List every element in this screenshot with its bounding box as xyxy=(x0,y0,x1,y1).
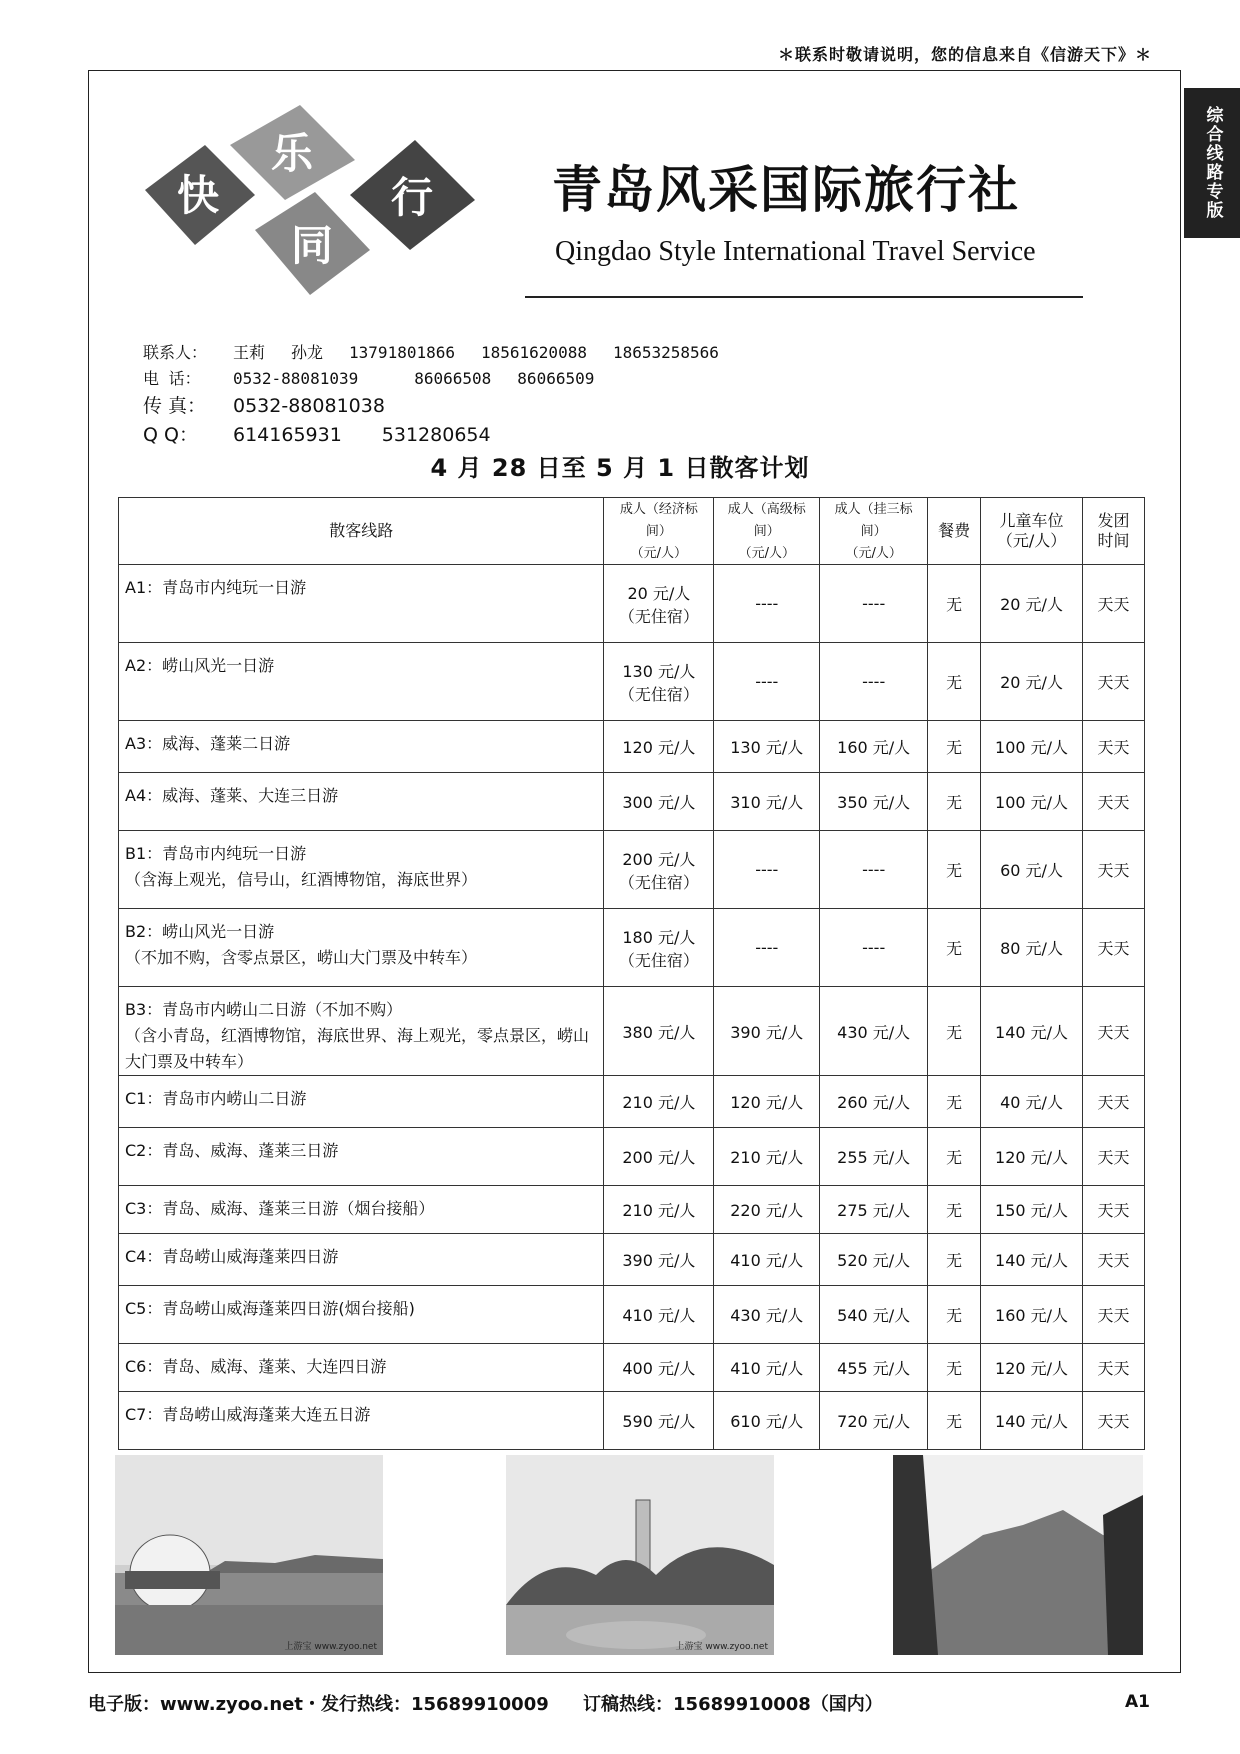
child-seat-cell: 140 元/人 xyxy=(981,1392,1083,1450)
meal-cell: 无 xyxy=(928,1234,981,1286)
three-star-price-cell: 255 元/人 xyxy=(820,1128,928,1186)
header-meal: 餐费 xyxy=(928,498,981,565)
meal-cell: 无 xyxy=(928,1286,981,1344)
child-seat-cell: 160 元/人 xyxy=(981,1286,1083,1344)
three-star-price-cell: ---- xyxy=(820,909,928,987)
table-row xyxy=(119,1392,1145,1450)
meal-cell: 无 xyxy=(928,909,981,987)
child-seat-cell: 140 元/人 xyxy=(981,987,1083,1076)
table-header-row xyxy=(119,498,1145,565)
economy-price-cell: 300 元/人 xyxy=(604,773,714,831)
premium-price-cell: 220 元/人 xyxy=(714,1186,820,1234)
economy-price-cell: 210 元/人 xyxy=(604,1186,714,1234)
photo-sea-dome-image xyxy=(115,1455,383,1655)
premium-price-cell: ---- xyxy=(714,831,820,909)
footer-edition: 电子版：www.zyoo.net・发行热线：15689910009 xyxy=(88,1694,549,1715)
table-row xyxy=(119,773,1145,831)
economy-price-cell: 590 元/人 xyxy=(604,1392,714,1450)
table-row xyxy=(119,1234,1145,1286)
photo-credit-1: 上游宝 www.zyoo.net xyxy=(284,1642,377,1652)
three-star-price-cell: 350 元/人 xyxy=(820,773,928,831)
header-route: 散客线路 xyxy=(119,498,604,565)
photo-mountain-image xyxy=(893,1455,1143,1655)
logo-diamond-3 xyxy=(255,192,370,295)
child-seat-cell: 80 元/人 xyxy=(981,909,1083,987)
child-seat-cell: 60 元/人 xyxy=(981,831,1083,909)
premium-price-cell: ---- xyxy=(714,565,820,643)
premium-price-cell: 120 元/人 xyxy=(714,1076,820,1128)
logo-char-1: 快 xyxy=(176,171,220,220)
child-seat-cell: 140 元/人 xyxy=(981,1234,1083,1286)
meal-cell: 无 xyxy=(928,1076,981,1128)
economy-price-cell: 380 元/人 xyxy=(604,987,714,1076)
logo-diamond-1 xyxy=(145,145,255,245)
route-cell: C6：青岛、威海、蓬莱、大连四日游 xyxy=(119,1344,604,1392)
economy-price-cell: 410 元/人 xyxy=(604,1286,714,1344)
depart-cell: 天天 xyxy=(1083,643,1145,721)
table-row xyxy=(119,1186,1145,1234)
premium-price-cell: 410 元/人 xyxy=(714,1344,820,1392)
table-row xyxy=(119,721,1145,773)
logo-diamond-2 xyxy=(230,105,355,200)
table-row xyxy=(119,831,1145,909)
premium-price-cell: 410 元/人 xyxy=(714,1234,820,1286)
depart-cell: 天天 xyxy=(1083,1186,1145,1234)
route-cell: C4：青岛崂山威海蓬莱四日游 xyxy=(119,1234,604,1286)
page-number: A1 xyxy=(1125,1692,1150,1712)
photo-lighthouse-park xyxy=(506,1455,774,1655)
route-cell: C2：青岛、威海、蓬莱三日游 xyxy=(119,1128,604,1186)
meal-cell: 无 xyxy=(928,831,981,909)
depart-cell: 天天 xyxy=(1083,1234,1145,1286)
child-seat-cell: 20 元/人 xyxy=(981,565,1083,643)
economy-price-cell: 400 元/人 xyxy=(604,1344,714,1392)
agency-logo xyxy=(140,100,520,300)
table-row xyxy=(119,1128,1145,1186)
contact-fax: 传 真： 0532-88081038 xyxy=(143,395,385,417)
premium-price-cell: ---- xyxy=(714,643,820,721)
contact-qq: Q Q： 614165931 531280654 xyxy=(143,424,491,446)
premium-price-cell: 390 元/人 xyxy=(714,987,820,1076)
economy-price-cell: 200 元/人 xyxy=(604,1128,714,1186)
table-row xyxy=(119,1344,1145,1392)
depart-cell: 天天 xyxy=(1083,1392,1145,1450)
depart-cell: 天天 xyxy=(1083,987,1145,1076)
route-cell: C1：青岛市内崂山二日游 xyxy=(119,1076,604,1128)
photo-mountain xyxy=(893,1455,1143,1655)
contact-people: 联系人： 王莉 孙龙 13791801866 18561620088 18653258566 xyxy=(143,343,719,362)
child-seat-cell: 20 元/人 xyxy=(981,643,1083,721)
child-seat-cell: 100 元/人 xyxy=(981,773,1083,831)
route-cell: B1：青岛市内纯玩一日游 （含海上观光，信号山，红酒博物馆，海底世界） xyxy=(119,831,604,909)
meal-cell: 无 xyxy=(928,987,981,1076)
depart-cell: 天天 xyxy=(1083,565,1145,643)
economy-price-cell: 390 元/人 xyxy=(604,1234,714,1286)
photo-lighthouse-image xyxy=(506,1455,774,1655)
meal-cell: 无 xyxy=(928,773,981,831)
header-adult-premium: 成人（高级标间） （元/人） xyxy=(714,498,820,565)
depart-cell: 天天 xyxy=(1083,1344,1145,1392)
meal-cell: 无 xyxy=(928,643,981,721)
logo-char-2: 乐 xyxy=(270,129,314,178)
table-row xyxy=(119,909,1145,987)
title-divider xyxy=(525,296,1083,298)
meal-cell: 无 xyxy=(928,1392,981,1450)
route-cell: B2：崂山风光一日游 （不加不购，含零点景区，崂山大门票及中转车） xyxy=(119,909,604,987)
depart-cell: 天天 xyxy=(1083,721,1145,773)
header-adult-3star: 成人（挂三标间） （元/人） xyxy=(820,498,928,565)
header-adult-economy: 成人（经济标间） （元/人） xyxy=(604,498,714,565)
table-row xyxy=(119,1286,1145,1344)
route-cell: A1：青岛市内纯玩一日游 xyxy=(119,565,604,643)
top-note: ＊联系时敬请说明，您的信息来自《信游天下》＊ xyxy=(777,45,1152,64)
premium-price-cell: 610 元/人 xyxy=(714,1392,820,1450)
economy-price-cell: 130 元/人 （无住宿） xyxy=(604,643,714,721)
photo-strip xyxy=(0,1455,1240,1655)
table-row xyxy=(119,643,1145,721)
photo-sea-dome xyxy=(115,1455,383,1655)
meal-cell: 无 xyxy=(928,1128,981,1186)
economy-price-cell: 20 元/人 （无住宿） xyxy=(604,565,714,643)
premium-price-cell: 210 元/人 xyxy=(714,1128,820,1186)
premium-price-cell: 310 元/人 xyxy=(714,773,820,831)
premium-price-cell: ---- xyxy=(714,909,820,987)
plan-title: 4 月 28 日至 5 月 1 日散客计划 xyxy=(430,454,810,482)
route-cell: C5：青岛崂山威海蓬莱四日游(烟台接船) xyxy=(119,1286,604,1344)
three-star-price-cell: 275 元/人 xyxy=(820,1186,928,1234)
economy-price-cell: 210 元/人 xyxy=(604,1076,714,1128)
route-cell: A4：威海、蓬莱、大连三日游 xyxy=(119,773,604,831)
depart-cell: 天天 xyxy=(1083,831,1145,909)
section-tab: 综合线路专版 xyxy=(1184,88,1240,238)
meal-cell: 无 xyxy=(928,1186,981,1234)
three-star-price-cell: ---- xyxy=(820,831,928,909)
three-star-price-cell: 160 元/人 xyxy=(820,721,928,773)
child-seat-cell: 120 元/人 xyxy=(981,1128,1083,1186)
three-star-price-cell: ---- xyxy=(820,643,928,721)
agency-name-en: Qingdao Style International Travel Service xyxy=(555,236,1036,267)
route-cell: A2：崂山风光一日游 xyxy=(119,643,604,721)
table-row xyxy=(119,565,1145,643)
economy-price-cell: 120 元/人 xyxy=(604,721,714,773)
economy-price-cell: 200 元/人 （无住宿） xyxy=(604,831,714,909)
logo-char-4: 行 xyxy=(390,173,434,222)
route-cell: C3：青岛、威海、蓬莱三日游（烟台接船） xyxy=(119,1186,604,1234)
three-star-price-cell: 430 元/人 xyxy=(820,987,928,1076)
header-child-seat: 儿童车位 （元/人） xyxy=(981,498,1083,565)
three-star-price-cell: ---- xyxy=(820,565,928,643)
footer-order-hotline: 订稿热线：15689910008（国内） xyxy=(583,1694,883,1715)
three-star-price-cell: 720 元/人 xyxy=(820,1392,928,1450)
footer-hotlines xyxy=(88,1690,911,1716)
depart-cell: 天天 xyxy=(1083,1076,1145,1128)
route-cell: A3：威海、蓬莱二日游 xyxy=(119,721,604,773)
route-cell: B3：青岛市内崂山二日游（不加不购） （含小青岛，红酒博物馆，海底世界、海上观光，零点景区，崂山大门票及中转车） xyxy=(119,987,604,1076)
premium-price-cell: 430 元/人 xyxy=(714,1286,820,1344)
child-seat-cell: 150 元/人 xyxy=(981,1186,1083,1234)
three-star-price-cell: 520 元/人 xyxy=(820,1234,928,1286)
meal-cell: 无 xyxy=(928,721,981,773)
depart-cell: 天天 xyxy=(1083,909,1145,987)
three-star-price-cell: 455 元/人 xyxy=(820,1344,928,1392)
logo-char-3: 同 xyxy=(290,221,334,270)
meal-cell: 无 xyxy=(928,1344,981,1392)
three-star-price-cell: 260 元/人 xyxy=(820,1076,928,1128)
header-depart: 发团 时间 xyxy=(1083,498,1145,565)
depart-cell: 天天 xyxy=(1083,1128,1145,1186)
economy-price-cell: 180 元/人 （无住宿） xyxy=(604,909,714,987)
child-seat-cell: 100 元/人 xyxy=(981,721,1083,773)
premium-price-cell: 130 元/人 xyxy=(714,721,820,773)
agency-name-cn: 青岛风采国际旅行社 xyxy=(552,160,1020,219)
three-star-price-cell: 540 元/人 xyxy=(820,1286,928,1344)
table-row xyxy=(119,987,1145,1076)
child-seat-cell: 40 元/人 xyxy=(981,1076,1083,1128)
route-cell: C7：青岛崂山威海蓬莱大连五日游 xyxy=(119,1392,604,1450)
child-seat-cell: 120 元/人 xyxy=(981,1344,1083,1392)
photo-credit-2: 上游宝 www.zyoo.net xyxy=(675,1642,768,1652)
contact-phone: 电 话： 0532-88081039 86066508 86066509 xyxy=(143,369,595,388)
table-row xyxy=(119,1076,1145,1128)
depart-cell: 天天 xyxy=(1083,1286,1145,1344)
depart-cell: 天天 xyxy=(1083,773,1145,831)
tour-plan-table xyxy=(118,497,1145,1450)
meal-cell: 无 xyxy=(928,565,981,643)
logo-diamond-4 xyxy=(350,140,475,250)
